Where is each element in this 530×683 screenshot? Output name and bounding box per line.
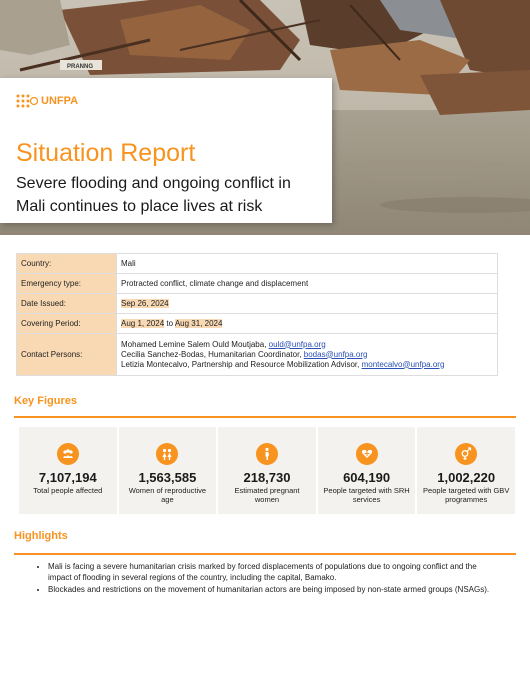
table-row	[17, 314, 498, 334]
contact-line	[121, 360, 493, 370]
key-figures-heading: Key Figures	[14, 395, 77, 407]
list-item: • Mali is facing a severe humanitarian crisis marked by forced displacements of populations due to ongoing conflict and the impact of flooding in several regions of the country, including the capital, Bamako.	[48, 562, 498, 583]
contact-line	[121, 350, 493, 360]
gender-icon	[455, 443, 477, 465]
table-row	[17, 294, 498, 314]
key-figure-card	[417, 427, 515, 514]
date-value: Sep 26, 2024	[121, 299, 169, 308]
table-row	[17, 254, 498, 274]
highlights-list	[30, 562, 498, 598]
contact-name: Letizia Montecalvo, Partnership and Resource Mobilization Advisor,	[121, 359, 362, 369]
period-start: Aug 1, 2024	[121, 319, 165, 328]
contact-email-link[interactable]: bodas@unfpa.org	[303, 349, 368, 359]
contacts-cell	[117, 334, 498, 376]
figure-label: Women of reproductive age	[128, 486, 207, 504]
figure-label: People targeted with SRH services	[323, 486, 410, 504]
report-subtitle: Severe flooding and ongoing conflict in Mali continues to place lives at risk	[16, 175, 291, 215]
figure-label: People targeted with GBV programmes	[423, 486, 510, 504]
report-title: Situation Report	[16, 139, 196, 167]
logo-text: UNFPA	[41, 95, 79, 107]
country-label: Country:	[17, 254, 117, 274]
info-table	[16, 253, 498, 376]
key-figures-divider	[14, 416, 516, 418]
unfpa-logo	[16, 94, 78, 108]
pregnant-woman-icon	[256, 443, 278, 465]
contact-name: Mohamed Lemine Salem Ould Moutjaba,	[121, 339, 269, 349]
contact-line	[121, 340, 493, 350]
highlights-divider	[14, 553, 516, 555]
figure-label: Estimated pregnant women	[234, 486, 300, 504]
emergency-label: Emergency type:	[17, 274, 117, 294]
heart-hand-icon	[356, 443, 378, 465]
date-label: Date Issued:	[17, 294, 117, 314]
dots-logo-icon	[16, 94, 38, 108]
contacts-label: Contact Persons:	[17, 334, 117, 376]
list-item: • Blockades and restrictions on the movement of humanitarian actors are being imposed by non-state armed groups (NSAGs).	[48, 585, 498, 596]
highlights-heading: Highlights	[14, 530, 68, 542]
sign-text: PRANNG	[67, 64, 94, 70]
figure-value: 1,563,585	[138, 470, 197, 485]
figure-value: 1,002,220	[437, 470, 496, 485]
key-figures-row	[19, 427, 515, 514]
figure-value: 7,107,194	[38, 470, 97, 485]
women-icon	[156, 443, 178, 465]
key-figure-card	[19, 427, 117, 514]
period-cell	[117, 314, 498, 334]
key-figure-card	[218, 427, 316, 514]
figure-value: 604,190	[343, 470, 391, 485]
table-row	[17, 334, 498, 376]
emergency-value: Protracted conflict, climate change and displacement	[117, 274, 498, 294]
period-label: Covering Period:	[17, 314, 117, 334]
country-value: Mali	[117, 254, 498, 274]
period-end: Aug 31, 2024	[174, 319, 223, 328]
key-figure-card	[119, 427, 217, 514]
table-row	[17, 274, 498, 294]
people-group-icon	[57, 443, 79, 465]
figure-value: 218,730	[243, 470, 291, 485]
key-figure-card	[318, 427, 416, 514]
period-to: to	[164, 319, 175, 328]
contact-email-link[interactable]: montecalvo@unfpa.org	[361, 359, 445, 369]
figure-label: Total people affected	[33, 486, 103, 495]
date-cell	[117, 294, 498, 314]
contact-email-link[interactable]: ould@unfpa.org	[268, 339, 326, 349]
contact-name: Cecilia Sanchez-Bodas, Humanitarian Coordinator,	[121, 349, 304, 359]
